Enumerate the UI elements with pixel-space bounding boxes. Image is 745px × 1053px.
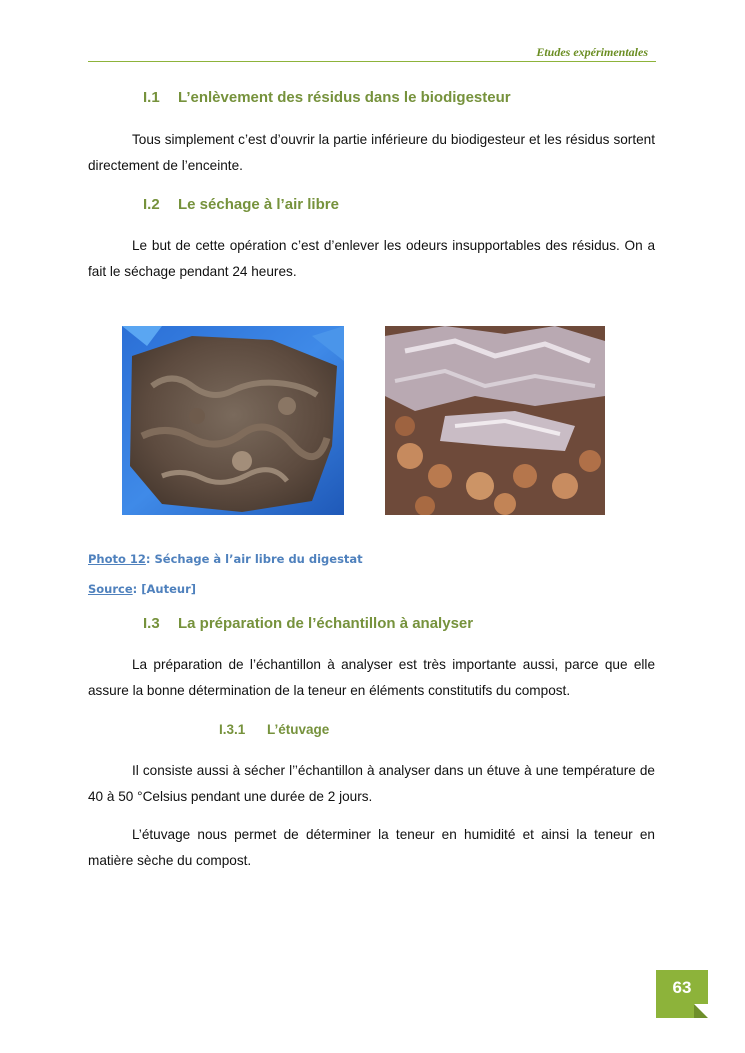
source-text: : [Auteur] bbox=[132, 582, 197, 596]
heading-section-2 bbox=[143, 196, 339, 213]
subsection-number: I.3.1 bbox=[219, 722, 246, 737]
heading-section-1 bbox=[143, 89, 511, 106]
running-header: Etudes expérimentales bbox=[536, 45, 648, 59]
paragraph-sample-preparation: La préparation de l’échantillon à analyser est très importante aussi, parce que elle assure la bonne détermination de la teneur en éléments constitutifs du compost. bbox=[88, 657, 655, 698]
photo-dried-digestate-closeup bbox=[385, 326, 605, 515]
paragraph-air-drying: Le but de cette opération c’est d’enlever les odeurs insupportables des résidus. On a fait le séchage pendant 24 heures. bbox=[88, 238, 655, 279]
section-number: I.2 bbox=[143, 196, 160, 213]
paragraph-moisture-content: L’étuvage nous permet de déterminer la teneur en humidité et ainsi la teneur en matière sèche du compost. bbox=[88, 827, 655, 868]
section-title: La préparation de l’échantillon à analyser bbox=[178, 615, 474, 632]
heading-subsection-3-1 bbox=[219, 722, 329, 737]
section-title: L’enlèvement des résidus dans le biodigesteur bbox=[178, 89, 511, 106]
caption-label: Photo 12 bbox=[88, 552, 146, 566]
figure-source bbox=[88, 582, 196, 596]
section-number: I.3 bbox=[143, 615, 160, 632]
header-divider bbox=[88, 61, 656, 62]
source-label: Source bbox=[88, 582, 133, 596]
paragraph-oven-drying: Il consiste aussi à sécher l’’échantillon à analyser dans un étuve à une température de 40 à 50 °Celsius pendant une durée de 2 jours. bbox=[88, 763, 655, 804]
subsection-title: L’étuvage bbox=[267, 722, 330, 737]
section-number: I.1 bbox=[143, 89, 160, 106]
page-number: 63 bbox=[656, 970, 708, 1018]
heading-section-3 bbox=[143, 615, 473, 632]
paragraph-residue-removal: Tous simplement c’est d’ouvrir la partie inférieure du biodigesteur et les résidus sortent directement de l’enceinte. bbox=[88, 132, 655, 173]
photo-digestate-on-tarp bbox=[122, 326, 344, 515]
caption-text: : Séchage à l’air libre du digestat bbox=[145, 552, 363, 566]
figure-caption bbox=[88, 552, 363, 566]
section-title: Le séchage à l’air libre bbox=[178, 196, 339, 213]
